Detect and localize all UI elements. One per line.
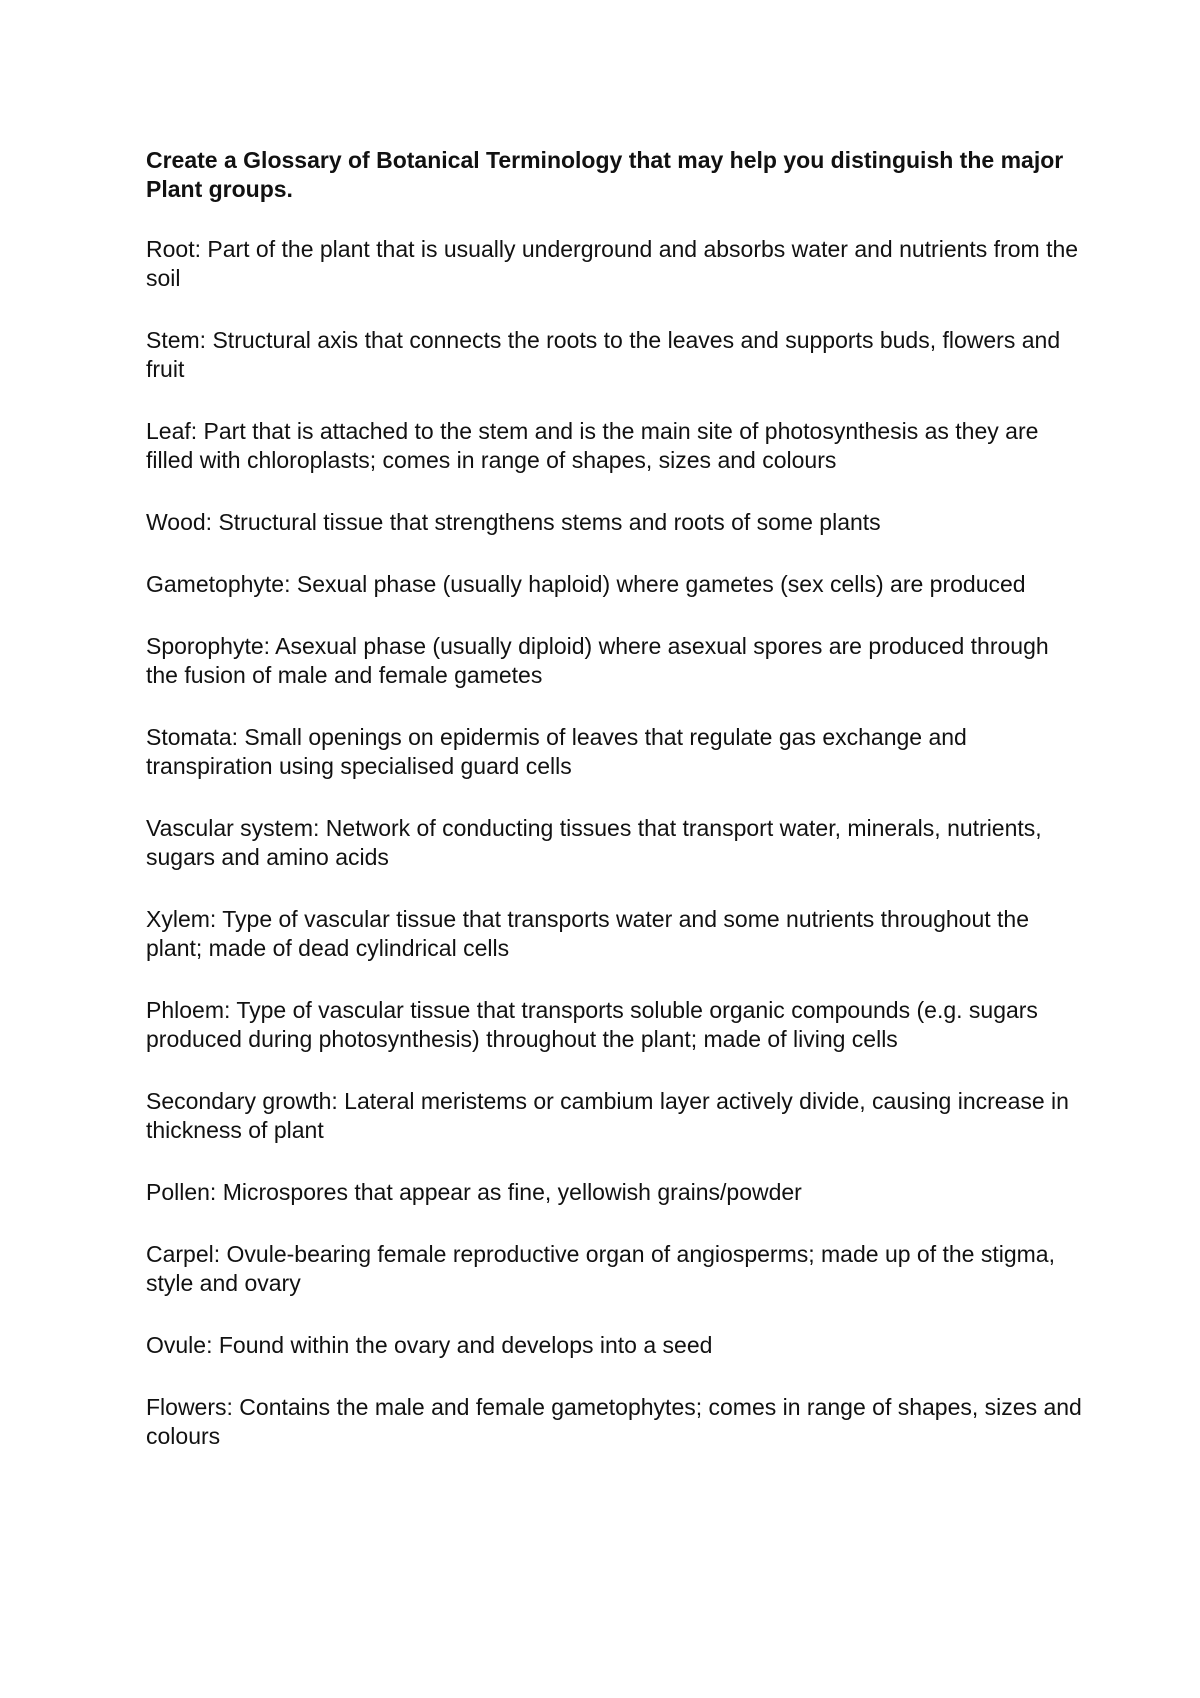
glossary-entry-phloem: Phloem: Type of vascular tissue that transports soluble organic compounds (e.g. sugars produced during photosynthesis) throughout the plant; made of living cells <box>146 997 1038 1052</box>
glossary-entry-secondary-growth: Secondary growth: Lateral meristems or cambium layer actively divide, causing increase in thickness of plant <box>146 1088 1069 1143</box>
document-title: Create a Glossary of Botanical Terminology that may help you distinguish the major Plant groups. <box>146 147 1064 202</box>
glossary-entry-gametophyte: Gametophyte: Sexual phase (usually haploid) where gametes (sex cells) are produced <box>146 571 1026 597</box>
glossary-entry-pollen: Pollen: Microspores that appear as fine, yellowish grains/powder <box>146 1179 802 1205</box>
glossary-entry-stomata: Stomata: Small openings on epidermis of leaves that regulate gas exchange and transpiration using specialised guard cells <box>146 724 967 779</box>
glossary-entry-ovule: Ovule: Found within the ovary and develops into a seed <box>146 1332 713 1358</box>
glossary-entry-leaf: Leaf: Part that is attached to the stem and is the main site of photosynthesis as they are filled with chloroplasts; comes in range of shapes, sizes and colours <box>146 418 1039 473</box>
glossary-entry-xylem: Xylem: Type of vascular tissue that transports water and some nutrients throughout the plant; made of dead cylindrical cells <box>146 906 1029 961</box>
glossary-entry-root: Root: Part of the plant that is usually underground and absorbs water and nutrients from the soil <box>146 236 1079 291</box>
document-page <box>146 146 1086 1484</box>
glossary-entry-stem: Stem: Structural axis that connects the roots to the leaves and supports buds, flowers and fruit <box>146 327 1061 382</box>
glossary-entry-vascular-system: Vascular system: Network of conducting tissues that transport water, minerals, nutrients, sugars and amino acids <box>146 815 1042 870</box>
glossary-entry-sporophyte: Sporophyte: Asexual phase (usually diploid) where asexual spores are produced through the fusion of male and female gametes <box>146 633 1049 688</box>
glossary-entry-wood: Wood: Structural tissue that strengthens stems and roots of some plants <box>146 509 881 535</box>
glossary-entry-carpel: Carpel: Ovule-bearing female reproductive organ of angiosperms; made up of the stigma, style and ovary <box>146 1241 1055 1296</box>
glossary-entry-flowers: Flowers: Contains the male and female gametophytes; comes in range of shapes, sizes and colours <box>146 1394 1082 1449</box>
